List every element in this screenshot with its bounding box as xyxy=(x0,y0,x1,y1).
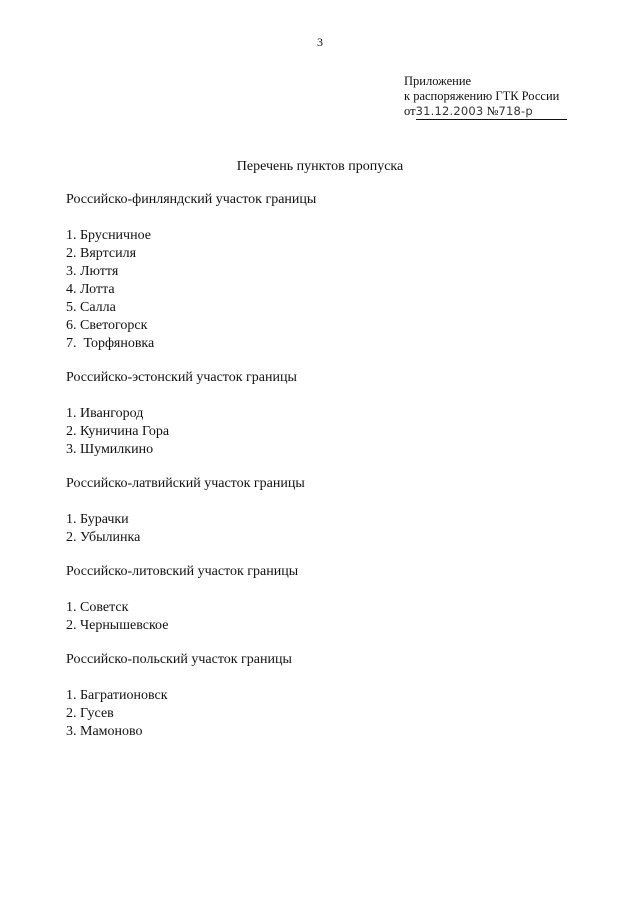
border-section-finland xyxy=(66,191,316,353)
border-section-poland xyxy=(66,651,316,741)
date-prefix: от xyxy=(404,104,416,118)
appendix-label: Приложение xyxy=(404,74,472,88)
section-heading: Российско-литовский участок границы xyxy=(66,564,299,579)
list-item: 2. Убылинка xyxy=(66,530,141,545)
section-heading: Российско-финляндский участок границы xyxy=(66,192,317,207)
list-item: 2. Чернышевское xyxy=(66,618,169,633)
list-item: 3. Люття xyxy=(66,264,119,279)
list-item: 1. Брусничное xyxy=(66,228,151,243)
border-section-latvia xyxy=(66,475,316,547)
section-heading: Российско-латвийский участок границы xyxy=(66,476,305,491)
list-item: 1. Багратионовск xyxy=(66,688,168,703)
appendix-order-ref: к распоряжению ГТК России xyxy=(404,89,560,103)
list-item: 6. Светогорск xyxy=(66,318,148,333)
document-title: Перечень пунктов пропуска xyxy=(236,159,404,174)
list-item: 1. Ивангород xyxy=(66,406,144,421)
border-section-estonia xyxy=(66,369,316,459)
number-prefix: № xyxy=(486,104,499,118)
list-item: 5. Салла xyxy=(66,300,116,315)
list-item: 3. Мамоново xyxy=(66,724,143,739)
list-item: 1. Советск xyxy=(66,600,129,615)
date-underline xyxy=(416,104,567,120)
list-item: 7. Торфяновка xyxy=(66,336,155,351)
list-item: 2. Гусев xyxy=(66,706,114,721)
appendix-block xyxy=(404,74,567,120)
order-date: 31.12.2003 xyxy=(415,104,484,118)
border-section-lithuania xyxy=(66,563,316,635)
list-item: 1. Бурачки xyxy=(66,512,129,527)
appendix-date-line xyxy=(404,104,567,120)
list-item: 2. Вяртсиля xyxy=(66,246,137,261)
order-number: 718-р xyxy=(498,104,533,118)
list-item: 3. Шумилкино xyxy=(66,442,154,457)
checkpoint-sections xyxy=(66,191,316,757)
section-heading: Российско-польский участок границы xyxy=(66,652,292,667)
page-number: 3 xyxy=(317,35,323,49)
list-item: 4. Лотта xyxy=(66,282,115,297)
section-heading: Российско-эстонский участок границы xyxy=(66,370,297,385)
list-item: 2. Куничина Гора xyxy=(66,424,170,439)
